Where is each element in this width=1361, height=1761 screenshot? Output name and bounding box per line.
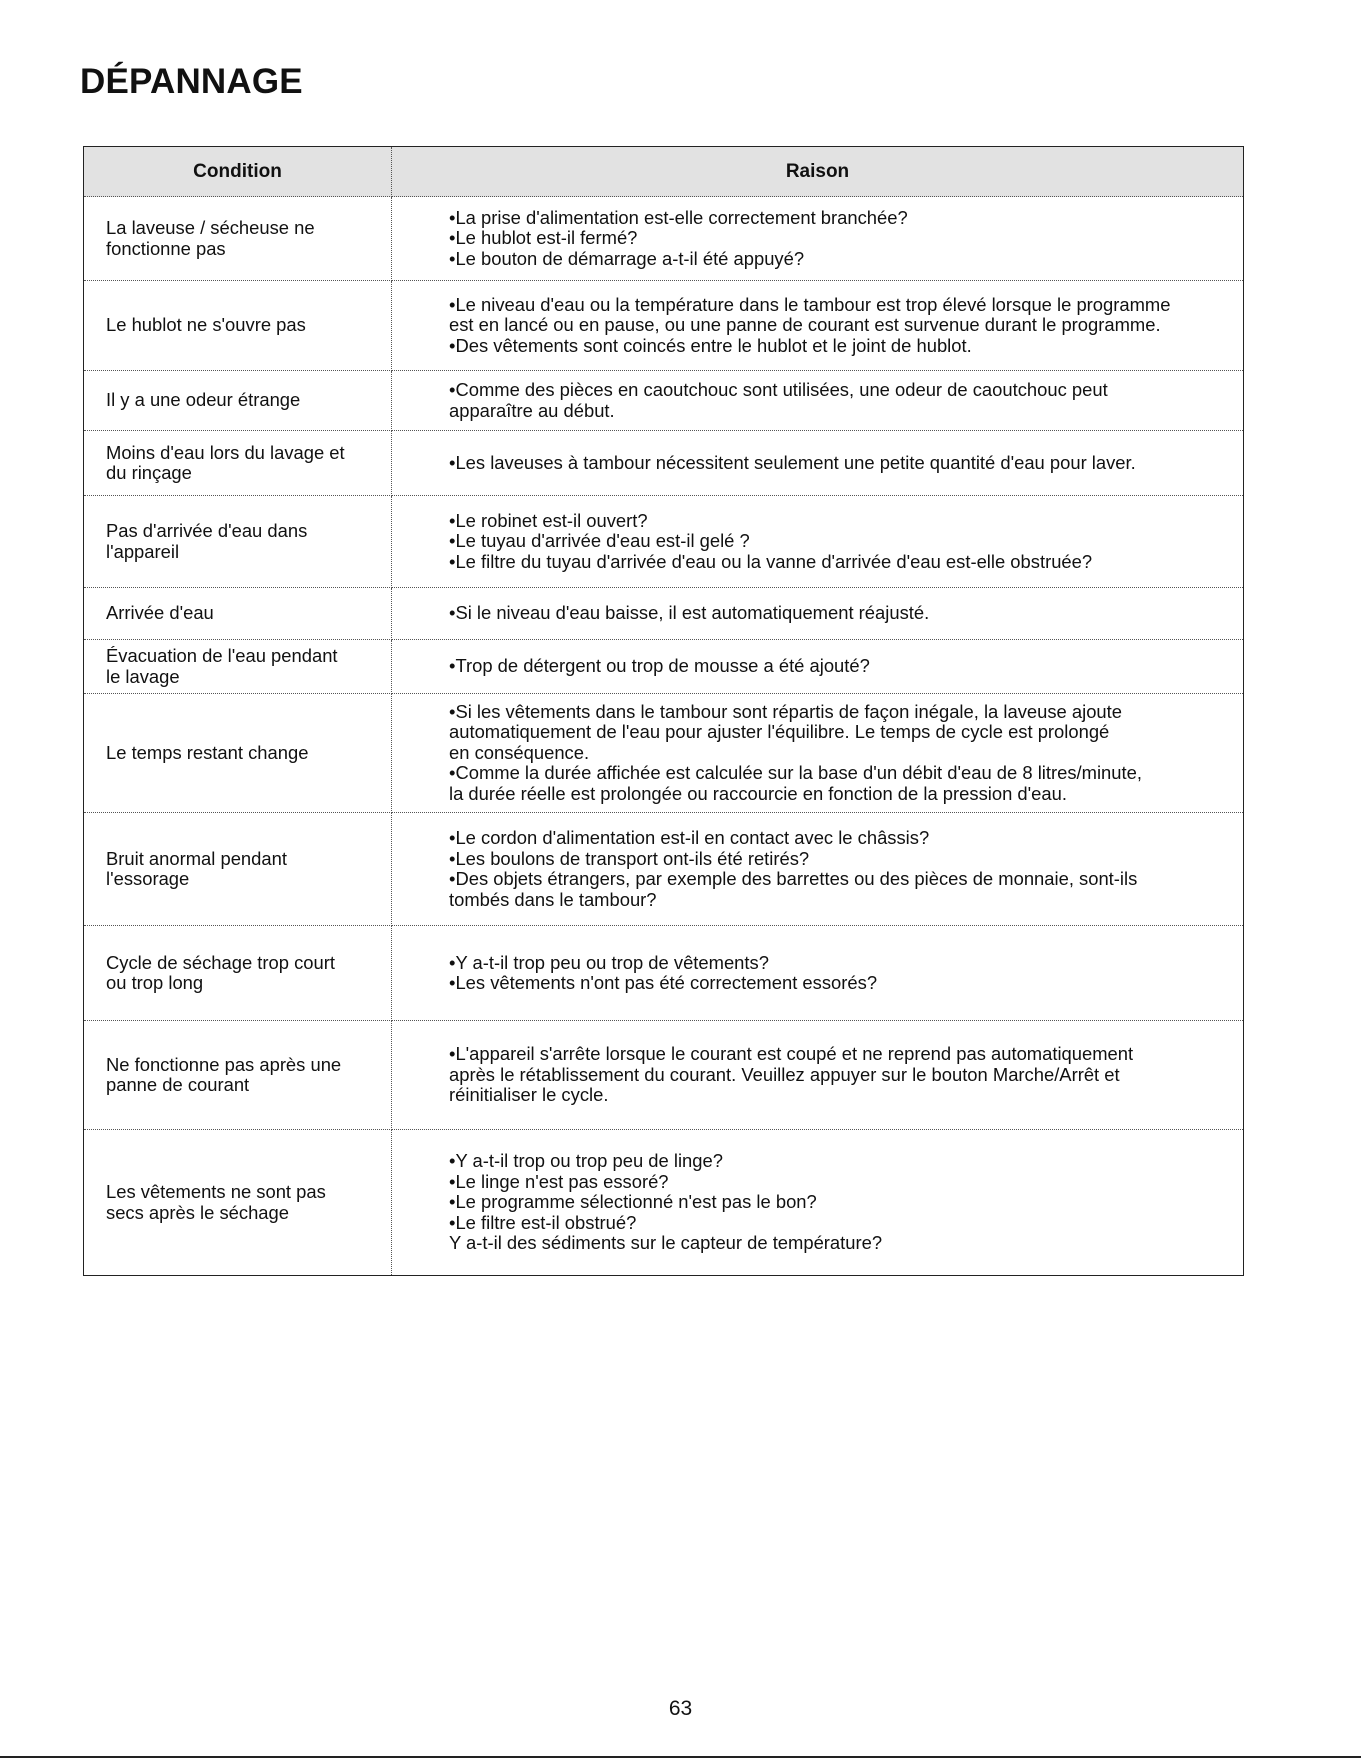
table-row	[84, 431, 1244, 496]
condition-cell	[84, 197, 392, 281]
condition-line: Arrivée d'eau	[106, 602, 214, 624]
reason-cell	[392, 496, 1244, 588]
condition-cell	[84, 496, 392, 588]
troubleshooting-table	[83, 146, 1244, 1276]
condition-cell	[84, 281, 392, 371]
reason-line: tombés dans le tambour?	[449, 888, 657, 910]
reason-line: •Des vêtements sont coincés entre le hublot et le joint de hublot.	[449, 334, 972, 356]
reason-cell	[392, 813, 1244, 926]
condition-line: du rinçage	[106, 462, 192, 483]
reason-cell	[392, 640, 1244, 694]
reason-line: Y a-t-il des sédiments sur le capteur de température?	[449, 1232, 883, 1254]
reason-cell	[392, 371, 1244, 431]
condition-line: ou trop long	[106, 972, 204, 993]
table-row	[84, 813, 1244, 926]
reason-line: •Le niveau d'eau ou la température dans le tambour est trop élevé lorsque le programme	[449, 293, 1171, 315]
table-row	[84, 371, 1244, 431]
condition-line: le lavage	[106, 665, 180, 687]
table-row	[84, 694, 1244, 813]
reason-line: •Les laveuses à tambour nécessitent seulement une petite quantité d'eau pour laver.	[449, 451, 1136, 473]
reason-cell	[392, 197, 1244, 281]
table-row	[84, 640, 1244, 694]
reason-line: •Les boulons de transport ont-ils été retirés?	[449, 847, 810, 869]
condition-line: secs après le séchage	[106, 1201, 289, 1223]
condition-line: Cycle de séchage trop court	[106, 951, 335, 973]
reason-line: en conséquence.	[449, 741, 590, 763]
reason-line: •Comme des pièces en caoutchouc sont utilisées, une odeur de caoutchouc peut	[449, 379, 1108, 400]
reason-line: •Si le niveau d'eau baisse, il est automatiquement réajusté.	[449, 602, 930, 624]
condition-line: Il y a une odeur étrange	[106, 389, 301, 411]
reason-line: est en lancé ou en pause, ou une panne de courant est survenue durant le programme.	[449, 314, 1161, 336]
condition-header: Condition	[84, 147, 392, 197]
condition-line: La laveuse / sécheuse ne	[106, 217, 315, 238]
reason-line: réinitialiser le cycle.	[449, 1084, 609, 1106]
condition-line: Moins d'eau lors du lavage et	[106, 441, 345, 463]
condition-cell	[84, 694, 392, 813]
reason-line: •Les vêtements n'ont pas été correctement essorés?	[449, 972, 878, 993]
page-title: DÉPANNAGE	[80, 62, 303, 101]
reason-line: •Le hublot est-il fermé?	[449, 227, 638, 249]
condition-cell	[84, 1130, 392, 1276]
condition-line: Pas d'arrivée d'eau dans	[106, 520, 308, 541]
reason-line: automatiquement de l'eau pour ajuster l'équilibre. Le temps de cycle est prolongé	[449, 721, 1110, 743]
bottom-rule	[0, 1756, 1361, 1758]
condition-cell	[84, 813, 392, 926]
condition-line: Le temps restant change	[106, 741, 309, 763]
reason-line: •Le tuyau d'arrivée d'eau est-il gelé ?	[449, 530, 750, 552]
condition-line: panne de courant	[106, 1074, 250, 1095]
reason-line: •Y a-t-il trop ou trop peu de linge?	[449, 1150, 723, 1172]
table-header-row	[84, 147, 1244, 197]
table-row	[84, 197, 1244, 281]
reason-header: Raison	[392, 147, 1244, 197]
table-row	[84, 588, 1244, 640]
table-row	[84, 1130, 1244, 1276]
reason-line: •Le filtre du tuyau d'arrivée d'eau ou la vanne d'arrivée d'eau est-elle obstruée?	[449, 550, 1093, 572]
condition-line: Évacuation de l'eau pendant	[106, 645, 338, 666]
reason-line: •Le bouton de démarrage a-t-il été appuyé?	[449, 247, 805, 269]
reason-line: •L'appareil s'arrête lorsque le courant est coupé et ne reprend pas automatiquement	[449, 1043, 1134, 1065]
reason-line: après le rétablissement du courant. Veuillez appuyer sur le bouton Marche/Arrêt et	[449, 1063, 1120, 1085]
reason-line: •Des objets étrangers, par exemple des barrettes ou des pièces de monnaie, sont-ils	[449, 868, 1138, 889]
table-body	[84, 197, 1244, 1276]
condition-line: Ne fonctionne pas après une	[106, 1053, 342, 1075]
reason-line: •Le cordon d'alimentation est-il en contact avec le châssis?	[449, 827, 930, 848]
table-row	[84, 281, 1244, 371]
page-number: 63	[668, 1697, 693, 1720]
reason-line: •Le robinet est-il ouvert?	[449, 509, 648, 531]
condition-line: Bruit anormal pendant	[106, 847, 287, 869]
table-row	[84, 1021, 1244, 1130]
reason-line: apparaître au début.	[449, 399, 615, 421]
reason-line: •Le filtre est-il obstrué?	[449, 1211, 637, 1233]
condition-cell	[84, 640, 392, 694]
condition-line: l'essorage	[106, 868, 190, 889]
condition-cell	[84, 588, 392, 640]
reason-line: la durée réelle est prolongée ou raccourcie en fonction de la pression d'eau.	[449, 782, 1067, 804]
reason-line: •Si les vêtements dans le tambour sont répartis de façon inégale, la laveuse ajoute	[449, 700, 1122, 722]
reason-line: •Y a-t-il trop peu ou trop de vêtements?	[449, 951, 769, 973]
reason-cell	[392, 1130, 1244, 1276]
reason-cell	[392, 694, 1244, 813]
table-row	[84, 496, 1244, 588]
reason-cell	[392, 926, 1244, 1021]
reason-line: •Comme la durée affichée est calculée sur la base d'un débit d'eau de 8 litres/minute,	[449, 762, 1142, 784]
condition-line: fonctionne pas	[106, 237, 226, 259]
condition-cell	[84, 1021, 392, 1130]
condition-cell	[84, 431, 392, 496]
reason-line: •Le linge n'est pas essoré?	[449, 1170, 669, 1192]
reason-cell	[392, 431, 1244, 496]
condition-cell	[84, 926, 392, 1021]
reason-line: •Le programme sélectionné n'est pas le bon?	[449, 1191, 817, 1213]
condition-cell	[84, 371, 392, 431]
reason-cell	[392, 281, 1244, 371]
condition-line: l'appareil	[106, 540, 180, 562]
table-row	[84, 926, 1244, 1021]
reason-cell	[392, 1021, 1244, 1130]
condition-line: Le hublot ne s'ouvre pas	[106, 314, 306, 336]
condition-line: Les vêtements ne sont pas	[106, 1181, 326, 1202]
reason-line: •Trop de détergent ou trop de mousse a été ajouté?	[449, 655, 870, 677]
reason-line: •La prise d'alimentation est-elle correctement branchée?	[449, 206, 908, 228]
reason-cell	[392, 588, 1244, 640]
